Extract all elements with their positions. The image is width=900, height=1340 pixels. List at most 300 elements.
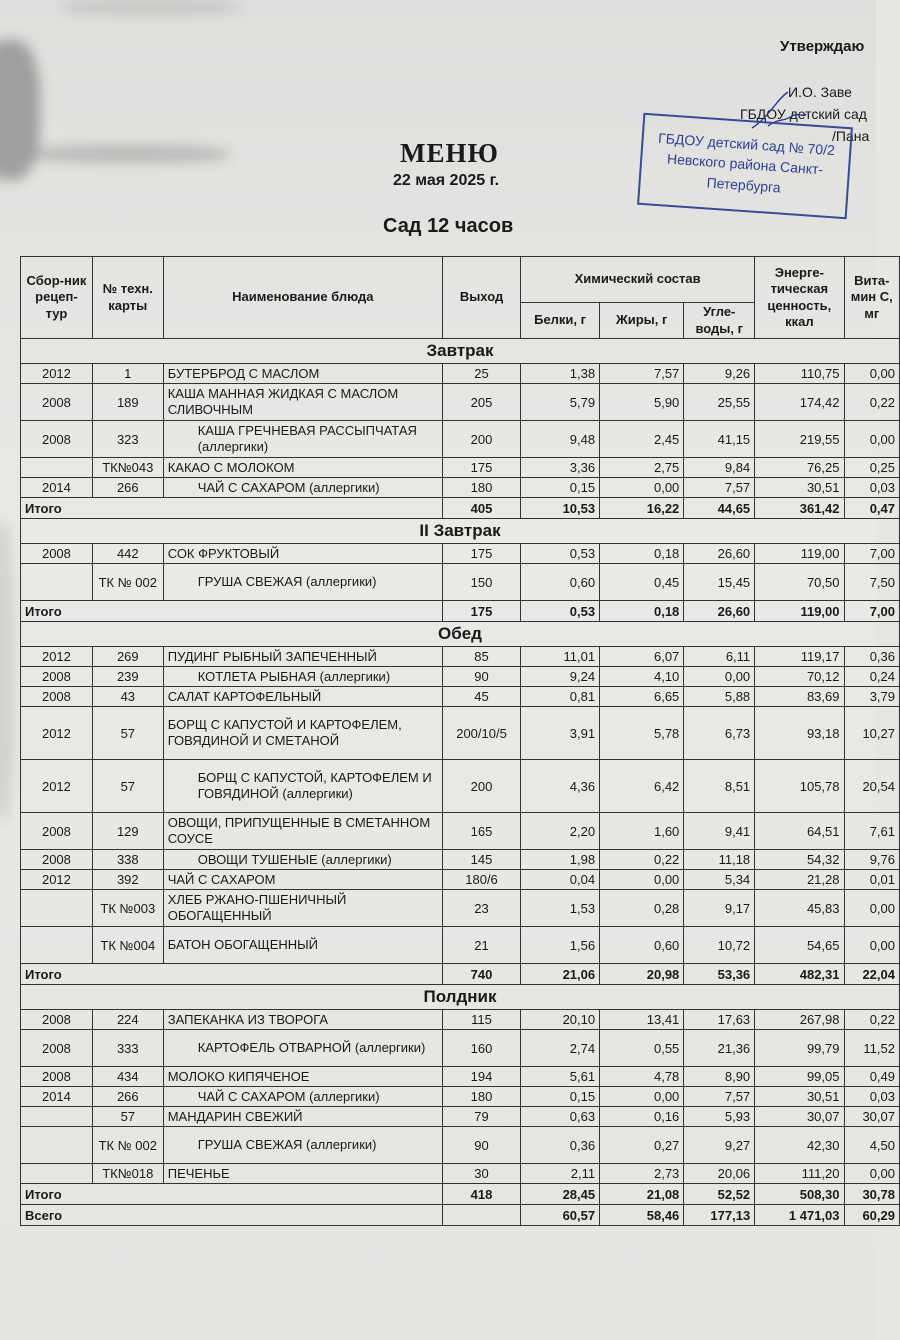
carbs-cell: 26,60 [684, 544, 755, 564]
dish-name-cell: ГРУША СВЕЖАЯ (аллергики) [163, 564, 442, 601]
collection-cell: 2008 [21, 1010, 93, 1030]
fat-cell: 0,60 [600, 927, 684, 964]
total-energy-cell: 119,00 [755, 601, 844, 622]
card-number-cell: ТК№043 [92, 458, 163, 478]
vitamin-c-cell: 11,52 [844, 1030, 900, 1067]
fat-cell: 6,07 [600, 647, 684, 667]
vitamin-c-cell: 7,50 [844, 564, 900, 601]
vitamin-c-cell: 0,03 [844, 1087, 900, 1107]
collection-cell: 2012 [21, 707, 93, 760]
fat-cell: 6,42 [600, 760, 684, 813]
grand-total-protein-cell: 60,57 [521, 1205, 600, 1226]
table-row [21, 1030, 900, 1067]
table-row [21, 1127, 900, 1164]
energy-cell: 70,12 [755, 667, 844, 687]
protein-cell: 9,48 [521, 421, 600, 458]
energy-cell: 45,83 [755, 890, 844, 927]
vitamin-c-cell: 0,01 [844, 870, 900, 890]
collection-cell [21, 927, 93, 964]
dish-name-cell: ОВОЩИ, ПРИПУЩЕННЫЕ В СМЕТАННОМ СОУСЕ [163, 813, 442, 850]
output-cell: 21 [443, 927, 521, 964]
energy-cell: 30,51 [755, 1087, 844, 1107]
dish-name-cell: БУТЕРБРОД С МАСЛОМ [163, 364, 442, 384]
vitamin-c-cell: 9,76 [844, 850, 900, 870]
energy-cell: 219,55 [755, 421, 844, 458]
fat-cell: 6,65 [600, 687, 684, 707]
table-row [21, 667, 900, 687]
header-dish: Наименование блюда [163, 257, 442, 339]
table-row [21, 421, 900, 458]
dish-name-cell: БАТОН ОБОГАЩЕННЫЙ [163, 927, 442, 964]
card-number-cell: 392 [92, 870, 163, 890]
total-carbs-cell: 26,60 [684, 601, 755, 622]
approval-label: Утверждаю [780, 38, 865, 55]
page-title: МЕНЮ [400, 138, 499, 168]
collection-cell: 2012 [21, 364, 93, 384]
protein-cell: 0,63 [521, 1107, 600, 1127]
output-cell: 90 [443, 1127, 521, 1164]
header-fat: Жиры, г [600, 303, 684, 339]
grand-total-label: Всего [21, 1205, 443, 1226]
fat-cell: 4,78 [600, 1067, 684, 1087]
dish-name-cell: МАНДАРИН СВЕЖИЙ [163, 1107, 442, 1127]
approval-line-1: И.О. Заве [788, 84, 852, 100]
energy-cell: 42,30 [755, 1127, 844, 1164]
vitamin-c-cell: 0,36 [844, 647, 900, 667]
collection-cell: 2014 [21, 478, 93, 498]
fat-cell: 0,16 [600, 1107, 684, 1127]
grand-total-output-cell [443, 1205, 521, 1226]
energy-cell: 105,78 [755, 760, 844, 813]
dish-name-cell: ЧАЙ С САХАРОМ [163, 870, 442, 890]
output-cell: 30 [443, 1164, 521, 1184]
header-protein: Белки, г [521, 303, 600, 339]
vitamin-c-cell: 3,79 [844, 687, 900, 707]
card-number-cell: 57 [92, 760, 163, 813]
carbs-cell: 10,72 [684, 927, 755, 964]
output-cell: 194 [443, 1067, 521, 1087]
total-energy-cell: 482,31 [755, 964, 844, 985]
carbs-cell: 0,00 [684, 667, 755, 687]
output-cell: 200 [443, 760, 521, 813]
energy-cell: 119,17 [755, 647, 844, 667]
fat-cell: 2,45 [600, 421, 684, 458]
dish-name-cell: САЛАТ КАРТОФЕЛЬНЫЙ [163, 687, 442, 707]
total-row [21, 601, 900, 622]
vitamin-c-cell: 4,50 [844, 1127, 900, 1164]
carbs-cell: 25,55 [684, 384, 755, 421]
table-row [21, 870, 900, 890]
card-number-cell: 269 [92, 647, 163, 667]
card-number-cell: 338 [92, 850, 163, 870]
protein-cell: 5,79 [521, 384, 600, 421]
card-number-cell: 224 [92, 1010, 163, 1030]
carbs-cell: 5,93 [684, 1107, 755, 1127]
fat-cell: 2,75 [600, 458, 684, 478]
total-label: Итого [21, 498, 443, 519]
total-fat-cell: 21,08 [600, 1184, 684, 1205]
protein-cell: 0,15 [521, 478, 600, 498]
collection-cell [21, 458, 93, 478]
energy-cell: 174,42 [755, 384, 844, 421]
output-cell: 23 [443, 890, 521, 927]
protein-cell: 0,53 [521, 544, 600, 564]
grand-total-energy-cell: 1 471,03 [755, 1205, 844, 1226]
table-row [21, 564, 900, 601]
total-output-cell: 405 [443, 498, 521, 519]
protein-cell: 3,91 [521, 707, 600, 760]
protein-cell: 0,36 [521, 1127, 600, 1164]
card-number-cell: ТК № 002 [92, 564, 163, 601]
protein-cell: 0,15 [521, 1087, 600, 1107]
collection-cell: 2008 [21, 850, 93, 870]
approval-line-3: /Пана [832, 128, 870, 144]
dish-name-cell: БОРЩ С КАПУСТОЙ, КАРТОФЕЛЕМ И ГОВЯДИНОЙ (аллергики) [163, 760, 442, 813]
header-card-number: № техн. карты [92, 257, 163, 339]
output-cell: 45 [443, 687, 521, 707]
protein-cell: 1,53 [521, 890, 600, 927]
total-label: Итого [21, 964, 443, 985]
carbs-cell: 9,17 [684, 890, 755, 927]
protein-cell: 11,01 [521, 647, 600, 667]
collection-cell: 2008 [21, 421, 93, 458]
collection-cell: 2014 [21, 1087, 93, 1107]
fat-cell: 0,27 [600, 1127, 684, 1164]
vitamin-c-cell: 0,25 [844, 458, 900, 478]
table-row [21, 1010, 900, 1030]
vitamin-c-cell: 0,49 [844, 1067, 900, 1087]
table-row [21, 1067, 900, 1087]
table-row [21, 707, 900, 760]
total-row [21, 498, 900, 519]
official-stamp [637, 113, 853, 219]
energy-cell: 76,25 [755, 458, 844, 478]
carbs-cell: 8,51 [684, 760, 755, 813]
dish-name-cell: МОЛОКО КИПЯЧЕНОЕ [163, 1067, 442, 1087]
table-row [21, 1087, 900, 1107]
output-cell: 145 [443, 850, 521, 870]
protein-cell: 3,36 [521, 458, 600, 478]
dish-name-cell: КАРТОФЕЛЬ ОТВАРНОЙ (аллергики) [163, 1030, 442, 1067]
total-carbs-cell: 53,36 [684, 964, 755, 985]
carbs-cell: 9,26 [684, 364, 755, 384]
protein-cell: 20,10 [521, 1010, 600, 1030]
vitamin-c-cell: 10,27 [844, 707, 900, 760]
scan-smudge [60, 0, 240, 14]
energy-cell: 70,50 [755, 564, 844, 601]
fat-cell: 5,78 [600, 707, 684, 760]
dish-name-cell: ЧАЙ С САХАРОМ (аллергики) [163, 1087, 442, 1107]
approval-line-2: ГБДОУ детский сад [740, 106, 867, 122]
total-output-cell: 175 [443, 601, 521, 622]
table-row [21, 364, 900, 384]
header-vitamin: Вита-мин С, мг [844, 257, 900, 339]
scan-smudge [0, 40, 40, 180]
collection-cell: 2008 [21, 1067, 93, 1087]
energy-cell: 267,98 [755, 1010, 844, 1030]
protein-cell: 9,24 [521, 667, 600, 687]
fat-cell: 2,73 [600, 1164, 684, 1184]
energy-cell: 110,75 [755, 364, 844, 384]
carbs-cell: 9,41 [684, 813, 755, 850]
total-protein-cell: 21,06 [521, 964, 600, 985]
carbs-cell: 6,73 [684, 707, 755, 760]
collection-cell: 2012 [21, 870, 93, 890]
protein-cell: 0,60 [521, 564, 600, 601]
collection-cell [21, 1164, 93, 1184]
card-number-cell: 189 [92, 384, 163, 421]
vitamin-c-cell: 0,00 [844, 890, 900, 927]
carbs-cell: 15,45 [684, 564, 755, 601]
table-row [21, 458, 900, 478]
card-number-cell: ТК №004 [92, 927, 163, 964]
carbs-cell: 7,57 [684, 1087, 755, 1107]
card-number-cell: 1 [92, 364, 163, 384]
header-energy: Энерге-тическая ценность, ккал [755, 257, 844, 339]
collection-cell [21, 890, 93, 927]
carbs-cell: 5,34 [684, 870, 755, 890]
card-number-cell: ТК № 002 [92, 1127, 163, 1164]
collection-cell: 2008 [21, 1030, 93, 1067]
total-protein-cell: 28,45 [521, 1184, 600, 1205]
carbs-cell: 11,18 [684, 850, 755, 870]
vitamin-c-cell: 20,54 [844, 760, 900, 813]
protein-cell: 4,36 [521, 760, 600, 813]
vitamin-c-cell: 7,61 [844, 813, 900, 850]
table-row [21, 647, 900, 667]
stamp-line-2: Невского района Санкт-Петербурга [666, 150, 824, 196]
output-cell: 85 [443, 647, 521, 667]
table-row [21, 544, 900, 564]
table-row [21, 478, 900, 498]
menu-date: 22 мая 2025 г. [393, 172, 500, 189]
energy-cell: 99,79 [755, 1030, 844, 1067]
carbs-cell: 8,90 [684, 1067, 755, 1087]
header-output: Выход [443, 257, 521, 339]
fat-cell: 4,10 [600, 667, 684, 687]
collection-cell [21, 1127, 93, 1164]
fat-cell: 0,22 [600, 850, 684, 870]
card-number-cell: 333 [92, 1030, 163, 1067]
card-number-cell: ТК №003 [92, 890, 163, 927]
dish-name-cell: ЧАЙ С САХАРОМ (аллергики) [163, 478, 442, 498]
vitamin-c-cell: 0,22 [844, 384, 900, 421]
card-number-cell: 239 [92, 667, 163, 687]
total-row [21, 964, 900, 985]
output-cell: 175 [443, 544, 521, 564]
vitamin-c-cell: 30,07 [844, 1107, 900, 1127]
carbs-cell: 6,11 [684, 647, 755, 667]
protein-cell: 2,74 [521, 1030, 600, 1067]
card-number-cell: 323 [92, 421, 163, 458]
vitamin-c-cell: 0,22 [844, 1010, 900, 1030]
vitamin-c-cell: 0,00 [844, 1164, 900, 1184]
total-vitc-cell: 0,47 [844, 498, 900, 519]
header-collection: Сбор-ник рецеп-тур [21, 257, 93, 339]
energy-cell: 64,51 [755, 813, 844, 850]
output-cell: 180 [443, 1087, 521, 1107]
dish-name-cell: ПУДИНГ РЫБНЫЙ ЗАПЕЧЕННЫЙ [163, 647, 442, 667]
output-cell: 25 [443, 364, 521, 384]
table-row [21, 760, 900, 813]
output-cell: 150 [443, 564, 521, 601]
table-row [21, 890, 900, 927]
table-row [21, 927, 900, 964]
output-cell: 115 [443, 1010, 521, 1030]
fat-cell: 0,00 [600, 870, 684, 890]
energy-cell: 21,28 [755, 870, 844, 890]
fat-cell: 0,45 [600, 564, 684, 601]
card-number-cell: 57 [92, 707, 163, 760]
total-vitc-cell: 22,04 [844, 964, 900, 985]
collection-cell: 2008 [21, 813, 93, 850]
fat-cell: 0,00 [600, 1087, 684, 1107]
dish-name-cell: БОРЩ С КАПУСТОЙ И КАРТОФЕЛЕМ, ГОВЯДИНОЙ И СМЕТАНОЙ [163, 707, 442, 760]
table-row [21, 687, 900, 707]
total-fat-cell: 0,18 [600, 601, 684, 622]
energy-cell: 54,32 [755, 850, 844, 870]
grand-total-row [21, 1205, 900, 1226]
carbs-cell: 9,84 [684, 458, 755, 478]
table-row [21, 813, 900, 850]
card-number-cell: 266 [92, 1087, 163, 1107]
card-number-cell: 442 [92, 544, 163, 564]
total-energy-cell: 508,30 [755, 1184, 844, 1205]
total-output-cell: 418 [443, 1184, 521, 1205]
protein-cell: 1,98 [521, 850, 600, 870]
output-cell: 175 [443, 458, 521, 478]
carbs-cell: 9,27 [684, 1127, 755, 1164]
fat-cell: 5,90 [600, 384, 684, 421]
protein-cell: 0,04 [521, 870, 600, 890]
table-row [21, 850, 900, 870]
vitamin-c-cell: 0,00 [844, 927, 900, 964]
output-cell: 200/10/5 [443, 707, 521, 760]
carbs-cell: 7,57 [684, 478, 755, 498]
total-row [21, 1184, 900, 1205]
energy-cell: 83,69 [755, 687, 844, 707]
stamp-line-1: ГБДОУ детский сад № 70/2 [657, 129, 836, 159]
grand-total-vitc-cell: 60,29 [844, 1205, 900, 1226]
output-cell: 200 [443, 421, 521, 458]
collection-cell: 2008 [21, 384, 93, 421]
total-fat-cell: 16,22 [600, 498, 684, 519]
total-label: Итого [21, 601, 443, 622]
card-number-cell: 57 [92, 1107, 163, 1127]
dish-name-cell: КАКАО С МОЛОКОМ [163, 458, 442, 478]
card-number-cell: ТК№018 [92, 1164, 163, 1184]
scan-smudge [0, 520, 14, 820]
protein-cell: 5,61 [521, 1067, 600, 1087]
fat-cell: 0,28 [600, 890, 684, 927]
output-cell: 90 [443, 667, 521, 687]
grand-total-carbs-cell: 177,13 [684, 1205, 755, 1226]
vitamin-c-cell: 0,03 [844, 478, 900, 498]
protein-cell: 0,81 [521, 687, 600, 707]
vitamin-c-cell: 7,00 [844, 544, 900, 564]
fat-cell: 7,57 [600, 364, 684, 384]
total-label: Итого [21, 1184, 443, 1205]
energy-cell: 119,00 [755, 544, 844, 564]
fat-cell: 0,00 [600, 478, 684, 498]
dish-name-cell: ЗАПЕКАНКА ИЗ ТВОРОГА [163, 1010, 442, 1030]
header-carbs: Угле-воды, г [684, 303, 755, 339]
section-row [21, 985, 900, 1010]
energy-cell: 30,07 [755, 1107, 844, 1127]
carbs-cell: 5,88 [684, 687, 755, 707]
total-output-cell: 740 [443, 964, 521, 985]
table-row [21, 1164, 900, 1184]
card-number-cell: 43 [92, 687, 163, 707]
energy-cell: 99,05 [755, 1067, 844, 1087]
energy-cell: 93,18 [755, 707, 844, 760]
section-title: Обед [21, 622, 900, 647]
card-number-cell: 129 [92, 813, 163, 850]
dish-name-cell: ОВОЩИ ТУШЕНЫЕ (аллергики) [163, 850, 442, 870]
dish-name-cell: КАША ГРЕЧНЕВАЯ РАССЫПЧАТАЯ (аллергики) [163, 421, 442, 458]
carbs-cell: 41,15 [684, 421, 755, 458]
total-protein-cell: 10,53 [521, 498, 600, 519]
table-row [21, 1107, 900, 1127]
fat-cell: 1,60 [600, 813, 684, 850]
dish-name-cell: СОК ФРУКТОВЫЙ [163, 544, 442, 564]
total-protein-cell: 0,53 [521, 601, 600, 622]
output-cell: 165 [443, 813, 521, 850]
fat-cell: 13,41 [600, 1010, 684, 1030]
output-cell: 205 [443, 384, 521, 421]
section-title: Полдник [21, 985, 900, 1010]
section-title: II Завтрак [21, 519, 900, 544]
section-row [21, 339, 900, 364]
table-row [21, 384, 900, 421]
collection-cell: 2008 [21, 687, 93, 707]
output-cell: 160 [443, 1030, 521, 1067]
collection-cell: 2012 [21, 647, 93, 667]
total-vitc-cell: 30,78 [844, 1184, 900, 1205]
output-cell: 180/6 [443, 870, 521, 890]
grand-total-fat-cell: 58,46 [600, 1205, 684, 1226]
collection-cell: 2012 [21, 760, 93, 813]
protein-cell: 2,20 [521, 813, 600, 850]
total-energy-cell: 361,42 [755, 498, 844, 519]
dish-name-cell: ГРУША СВЕЖАЯ (аллергики) [163, 1127, 442, 1164]
dish-name-cell: КАША МАННАЯ ЖИДКАЯ С МАСЛОМ СЛИВОЧНЫМ [163, 384, 442, 421]
carbs-cell: 20,06 [684, 1164, 755, 1184]
total-carbs-cell: 52,52 [684, 1184, 755, 1205]
card-number-cell: 434 [92, 1067, 163, 1087]
collection-cell: 2008 [21, 544, 93, 564]
section-row [21, 519, 900, 544]
total-fat-cell: 20,98 [600, 964, 684, 985]
header-chemical: Химический состав [521, 257, 755, 303]
dish-name-cell: КОТЛЕТА РЫБНАЯ (аллергики) [163, 667, 442, 687]
dish-name-cell: ХЛЕБ РЖАНО-ПШЕНИЧНЫЙ ОБОГАЩЕННЫЙ [163, 890, 442, 927]
energy-cell: 111,20 [755, 1164, 844, 1184]
energy-cell: 54,65 [755, 927, 844, 964]
collection-cell [21, 1107, 93, 1127]
vitamin-c-cell: 0,00 [844, 364, 900, 384]
protein-cell: 1,56 [521, 927, 600, 964]
vitamin-c-cell: 0,24 [844, 667, 900, 687]
dish-name-cell: ПЕЧЕНЬЕ [163, 1164, 442, 1184]
section-row [21, 622, 900, 647]
energy-cell: 30,51 [755, 478, 844, 498]
fat-cell: 0,55 [600, 1030, 684, 1067]
carbs-cell: 21,36 [684, 1030, 755, 1067]
menu-subtitle: Сад 12 часов [383, 215, 514, 237]
output-cell: 180 [443, 478, 521, 498]
scan-smudge [30, 145, 230, 163]
